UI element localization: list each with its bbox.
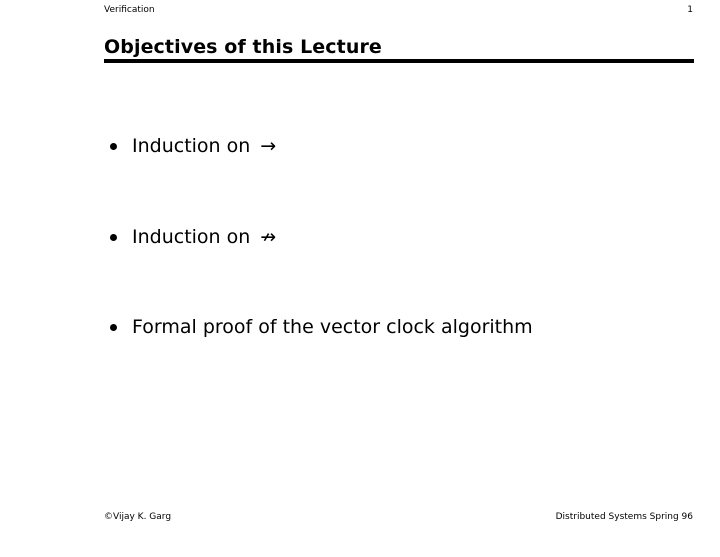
bullet-dot-icon	[110, 324, 117, 331]
bullet-item	[108, 133, 276, 159]
bullet-item	[108, 314, 533, 340]
running-head-section: Verification	[104, 5, 155, 15]
bullet-item	[108, 224, 276, 250]
bullet-text: Induction on	[132, 135, 251, 157]
page-number: 1	[687, 5, 693, 15]
bullet-text: Formal proof of the vector clock algorithm	[132, 316, 533, 338]
slide-title: Objectives of this Lecture	[104, 36, 382, 58]
arrow-icon: →	[260, 135, 277, 157]
negated-arrow-icon: ↛	[260, 226, 277, 248]
bullet-dot-icon	[110, 143, 117, 150]
bullet-dot-icon	[110, 234, 117, 241]
footer-author: ©Vijay K. Garg	[104, 512, 172, 522]
bullet-list	[108, 0, 698, 557]
footer-course: Distributed Systems Spring 96	[555, 512, 693, 522]
bullet-text: Induction on	[132, 226, 251, 248]
